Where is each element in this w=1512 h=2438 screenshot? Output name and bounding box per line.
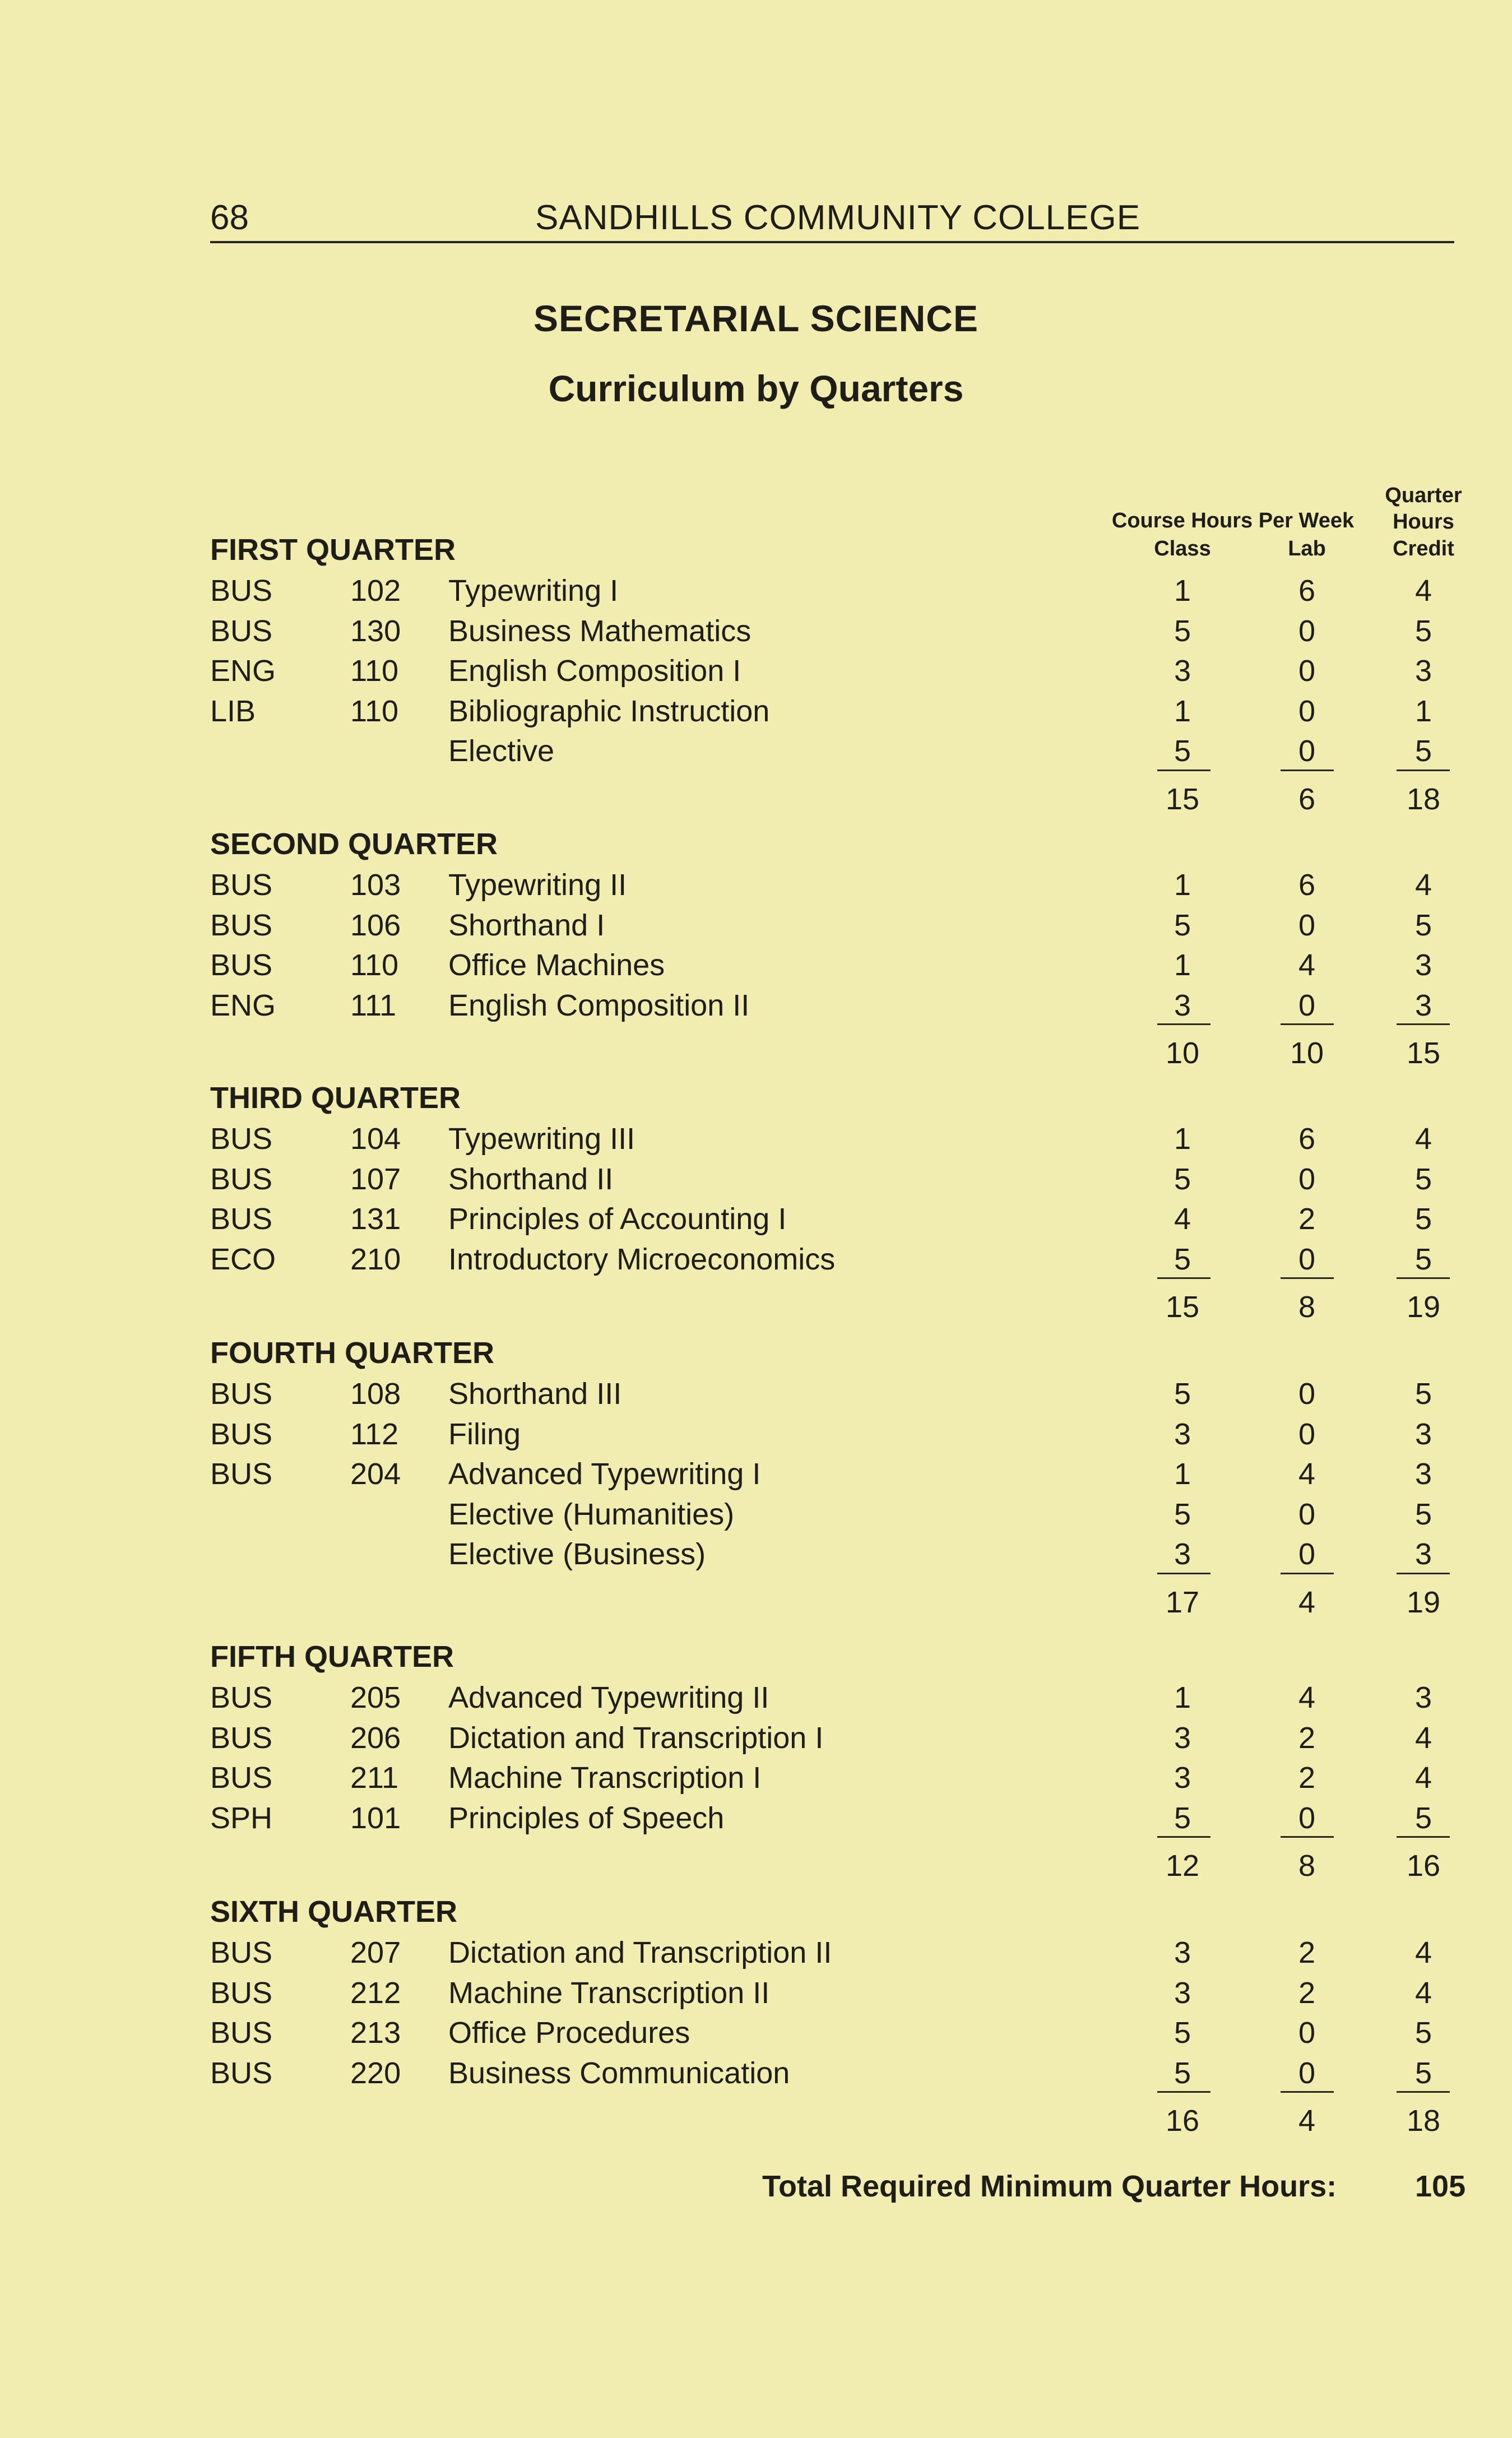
credit-hours: 3 bbox=[1414, 1537, 1432, 1571]
course-row bbox=[0, 1935, 1512, 1974]
course-row bbox=[0, 1121, 1512, 1161]
course-title: Typewriting II bbox=[448, 868, 627, 902]
total-lab-hours: 10 bbox=[1290, 1036, 1324, 1070]
credit-hours: 3 bbox=[1414, 948, 1432, 982]
course-row bbox=[0, 1721, 1512, 1760]
class-hours: 5 bbox=[1174, 2016, 1191, 2050]
total-class-hours: 15 bbox=[1165, 782, 1200, 816]
course-dept: BUS bbox=[210, 868, 273, 902]
class-hours: 5 bbox=[1174, 908, 1191, 942]
total-class-hours: 17 bbox=[1165, 1585, 1200, 1619]
course-number: 212 bbox=[350, 1976, 401, 2010]
course-title: Dictation and Transcription I bbox=[448, 1721, 824, 1755]
course-dept: BUS bbox=[210, 1761, 273, 1795]
course-number: 102 bbox=[350, 574, 401, 608]
class-hours: 1 bbox=[1174, 1681, 1191, 1714]
course-number: 211 bbox=[350, 1761, 399, 1795]
class-hours: 5 bbox=[1174, 1242, 1191, 1276]
class-hours: 1 bbox=[1174, 948, 1191, 982]
course-title: Machine Transcription I bbox=[448, 1761, 762, 1795]
class-hours: 3 bbox=[1174, 654, 1191, 688]
credit-hours: 4 bbox=[1414, 868, 1432, 902]
course-title: Office Machines bbox=[448, 948, 665, 982]
credit-hours: 5 bbox=[1414, 2016, 1432, 2050]
class-header: Class bbox=[1154, 537, 1211, 560]
course-title: English Composition II bbox=[448, 988, 750, 1022]
course-number: 207 bbox=[350, 1936, 401, 1969]
course-title: Shorthand III bbox=[448, 1377, 622, 1411]
course-dept: BUS bbox=[210, 1976, 273, 2010]
lab-hours: 6 bbox=[1298, 868, 1316, 902]
credit-hours: 5 bbox=[1414, 734, 1432, 768]
course-dept: ECO bbox=[210, 1242, 276, 1276]
class-hours: 5 bbox=[1174, 1377, 1191, 1411]
course-dept: ENG bbox=[210, 654, 276, 688]
lab-hours: 6 bbox=[1298, 1122, 1316, 1156]
course-number: 131 bbox=[350, 1202, 401, 1236]
course-title: Office Procedures bbox=[448, 2016, 690, 2050]
course-title: Principles of Speech bbox=[448, 1801, 725, 1835]
credit-hours: 3 bbox=[1414, 1457, 1432, 1491]
credit-hours: 4 bbox=[1414, 574, 1432, 608]
credit-hours: 4 bbox=[1414, 1122, 1432, 1156]
course-number: 130 bbox=[350, 614, 401, 648]
credit-header: Credit bbox=[1393, 537, 1454, 560]
class-hours: 5 bbox=[1174, 1801, 1191, 1835]
lab-hours: 0 bbox=[1298, 1497, 1316, 1531]
class-sum-rule bbox=[1157, 1277, 1210, 1279]
course-title: Bibliographic Instruction bbox=[448, 694, 770, 728]
class-hours: 4 bbox=[1174, 1202, 1191, 1236]
course-dept: BUS bbox=[210, 1936, 273, 1969]
lab-hours: 2 bbox=[1298, 1936, 1316, 1969]
credit-hours: 3 bbox=[1414, 988, 1432, 1022]
credit-sum-rule bbox=[1397, 770, 1450, 771]
course-title: Business Mathematics bbox=[448, 614, 752, 648]
credit-hours: 5 bbox=[1414, 1497, 1432, 1531]
credit-sum-rule bbox=[1397, 1836, 1450, 1838]
course-row bbox=[0, 908, 1512, 947]
quarter-totals-row bbox=[0, 1036, 1512, 1075]
course-number: 110 bbox=[350, 654, 399, 688]
quarter-header: Quarter bbox=[1385, 484, 1462, 507]
quarter-totals-row bbox=[0, 2103, 1512, 2143]
course-row bbox=[0, 1242, 1512, 1281]
credit-sum-rule bbox=[1397, 1277, 1450, 1279]
lab-hours: 0 bbox=[1298, 2056, 1316, 2090]
course-number: 101 bbox=[350, 1801, 401, 1835]
course-row bbox=[0, 1202, 1512, 1241]
course-dept: BUS bbox=[210, 948, 273, 982]
course-dept: BUS bbox=[210, 1122, 273, 1156]
quarter-title: SIXTH QUARTER bbox=[210, 1895, 458, 1929]
lab-hours: 6 bbox=[1298, 574, 1316, 608]
course-title: Typewriting I bbox=[448, 574, 619, 608]
course-row bbox=[0, 1801, 1512, 1840]
class-hours: 1 bbox=[1174, 1122, 1191, 1156]
class-sum-rule bbox=[1157, 1023, 1210, 1025]
credit-sum-rule bbox=[1397, 1573, 1450, 1574]
class-hours: 3 bbox=[1174, 1976, 1191, 2010]
class-hours: 5 bbox=[1174, 1162, 1191, 1196]
page-title: SECRETARIAL SCIENCE bbox=[534, 298, 978, 339]
class-hours: 1 bbox=[1174, 574, 1191, 608]
course-dept: LIB bbox=[210, 694, 256, 728]
class-sum-rule bbox=[1157, 1573, 1210, 1574]
class-hours: 3 bbox=[1174, 1537, 1191, 1571]
credit-sum-rule bbox=[1397, 2091, 1450, 2093]
class-hours: 1 bbox=[1174, 1457, 1191, 1491]
class-hours: 3 bbox=[1174, 1761, 1191, 1795]
credit-hours: 5 bbox=[1414, 2056, 1432, 2090]
lab-sum-rule bbox=[1281, 2091, 1334, 2093]
course-number: 210 bbox=[350, 1242, 401, 1276]
course-number: 107 bbox=[350, 1162, 401, 1196]
credit-hours: 4 bbox=[1414, 1761, 1432, 1795]
course-dept: BUS bbox=[210, 1457, 273, 1491]
class-hours: 5 bbox=[1174, 2056, 1191, 2090]
credit-hours: 5 bbox=[1414, 1801, 1432, 1835]
lab-hours: 2 bbox=[1298, 1976, 1316, 2010]
course-row bbox=[0, 1680, 1512, 1719]
credit-hours: 5 bbox=[1414, 614, 1432, 648]
total-lab-hours: 4 bbox=[1298, 2104, 1316, 2138]
course-hours-header: Course Hours Per Week bbox=[1111, 509, 1355, 532]
quarter-title: THIRD QUARTER bbox=[210, 1081, 461, 1115]
class-sum-rule bbox=[1157, 2091, 1210, 2093]
lab-hours: 0 bbox=[1298, 1377, 1316, 1411]
quarter-totals-row bbox=[0, 1585, 1512, 1624]
quarter-title: FOURTH QUARTER bbox=[210, 1336, 494, 1370]
quarter-title: SECOND QUARTER bbox=[210, 827, 498, 861]
credit-hours: 4 bbox=[1414, 1936, 1432, 1969]
lab-hours: 2 bbox=[1298, 1721, 1316, 1755]
lab-hours: 0 bbox=[1298, 1162, 1316, 1196]
lab-hours: 0 bbox=[1298, 614, 1316, 648]
quarter-totals-row bbox=[0, 1290, 1512, 1329]
course-dept: BUS bbox=[210, 574, 273, 608]
credit-hours: 3 bbox=[1414, 1417, 1432, 1451]
total-class-hours: 10 bbox=[1165, 1036, 1200, 1070]
course-dept: BUS bbox=[210, 1377, 273, 1411]
credit-hours: 3 bbox=[1414, 1681, 1432, 1714]
page-number: 68 bbox=[210, 198, 249, 237]
lab-hours: 0 bbox=[1298, 654, 1316, 688]
class-hours: 5 bbox=[1174, 1497, 1191, 1531]
course-row bbox=[0, 1162, 1512, 1201]
course-title: Business Communication bbox=[448, 2056, 790, 2090]
total-credit-hours: 18 bbox=[1406, 782, 1441, 816]
class-hours: 1 bbox=[1174, 868, 1191, 902]
course-number: 111 bbox=[350, 988, 397, 1022]
credit-hours: 4 bbox=[1414, 1721, 1432, 1755]
course-title: English Composition I bbox=[448, 654, 741, 688]
quarter-totals-row bbox=[0, 1848, 1512, 1888]
credit-hours: 5 bbox=[1414, 1377, 1432, 1411]
course-row bbox=[0, 1497, 1512, 1536]
total-class-hours: 12 bbox=[1165, 1849, 1200, 1883]
total-class-hours: 16 bbox=[1165, 2104, 1200, 2138]
class-sum-rule bbox=[1157, 770, 1210, 771]
class-hours: 5 bbox=[1174, 734, 1191, 768]
lab-sum-rule bbox=[1281, 1573, 1334, 1574]
credit-hours: 1 bbox=[1414, 694, 1432, 728]
lab-hours: 0 bbox=[1298, 2016, 1316, 2050]
course-dept: BUS bbox=[210, 1417, 273, 1451]
class-hours: 5 bbox=[1174, 614, 1191, 648]
course-row bbox=[0, 734, 1512, 773]
lab-hours: 2 bbox=[1298, 1202, 1316, 1236]
credit-hours: 3 bbox=[1414, 654, 1432, 688]
course-number: 108 bbox=[350, 1377, 401, 1411]
credit-hours: 5 bbox=[1414, 1162, 1432, 1196]
course-row bbox=[0, 1417, 1512, 1456]
credit-hours: 4 bbox=[1414, 1976, 1432, 2010]
credit-sum-rule bbox=[1397, 1023, 1450, 1025]
class-hours: 3 bbox=[1174, 1721, 1191, 1755]
course-number: 220 bbox=[350, 2056, 401, 2090]
lab-hours: 4 bbox=[1298, 1681, 1316, 1714]
class-hours: 1 bbox=[1174, 694, 1191, 728]
total-lab-hours: 4 bbox=[1298, 1585, 1316, 1619]
course-number: 110 bbox=[350, 948, 399, 982]
course-row bbox=[0, 868, 1512, 907]
course-dept: BUS bbox=[210, 1202, 273, 1236]
page-header bbox=[210, 185, 1454, 243]
course-number: 104 bbox=[350, 1122, 401, 1156]
course-number: 110 bbox=[350, 694, 399, 728]
course-row bbox=[0, 2015, 1512, 2055]
lab-hours: 0 bbox=[1298, 1801, 1316, 1835]
total-credit-hours: 19 bbox=[1406, 1290, 1441, 1324]
course-title: Introductory Microeconomics bbox=[448, 1242, 836, 1276]
total-value: 105 bbox=[1415, 2170, 1466, 2203]
course-row bbox=[0, 2056, 1512, 2095]
lab-hours: 0 bbox=[1298, 908, 1316, 942]
course-dept: BUS bbox=[210, 614, 273, 648]
course-row bbox=[0, 573, 1512, 613]
course-title: Machine Transcription II bbox=[448, 1976, 770, 2010]
course-row bbox=[0, 694, 1512, 733]
course-number: 106 bbox=[350, 908, 401, 942]
page-subtitle: Curriculum by Quarters bbox=[548, 368, 964, 409]
course-dept: BUS bbox=[210, 1721, 273, 1755]
class-hours: 3 bbox=[1174, 1936, 1191, 1969]
course-dept: BUS bbox=[210, 2016, 273, 2050]
quarter-title: FIFTH QUARTER bbox=[210, 1640, 454, 1674]
course-title: Shorthand I bbox=[448, 908, 605, 942]
quarter-title: FIRST QUARTER bbox=[210, 533, 456, 567]
course-title: Dictation and Transcription II bbox=[448, 1936, 832, 1969]
course-dept: SPH bbox=[210, 1801, 273, 1835]
course-row bbox=[0, 653, 1512, 693]
course-row bbox=[0, 1760, 1512, 1800]
course-number: 205 bbox=[350, 1681, 401, 1714]
total-lab-hours: 8 bbox=[1298, 1290, 1316, 1324]
total-class-hours: 15 bbox=[1165, 1290, 1200, 1324]
total-credit-hours: 19 bbox=[1406, 1585, 1441, 1619]
lab-hours: 0 bbox=[1298, 1537, 1316, 1571]
lab-hours: 0 bbox=[1298, 1242, 1316, 1276]
course-row bbox=[0, 1976, 1512, 2015]
course-dept: BUS bbox=[210, 1162, 273, 1196]
course-title: Advanced Typewriting I bbox=[448, 1457, 761, 1491]
course-title: Shorthand II bbox=[448, 1162, 614, 1196]
hours-header: Hours bbox=[1393, 510, 1454, 534]
lab-sum-rule bbox=[1281, 770, 1334, 771]
course-number: 213 bbox=[350, 2016, 401, 2050]
course-dept: BUS bbox=[210, 908, 273, 942]
course-dept: BUS bbox=[210, 2056, 273, 2090]
lab-hours: 2 bbox=[1298, 1761, 1316, 1795]
credit-hours: 5 bbox=[1414, 1242, 1432, 1276]
course-title: Typewriting III bbox=[448, 1122, 636, 1156]
lab-hours: 0 bbox=[1298, 988, 1316, 1022]
course-title: Advanced Typewriting II bbox=[448, 1681, 769, 1714]
course-title: Elective bbox=[448, 734, 555, 768]
lab-sum-rule bbox=[1281, 1836, 1334, 1838]
class-hours: 3 bbox=[1174, 1417, 1191, 1451]
course-title: Elective (Humanities) bbox=[448, 1497, 735, 1531]
course-title: Principles of Accounting I bbox=[448, 1202, 787, 1236]
college-name: SANDHILLS COMMUNITY COLLEGE bbox=[535, 198, 1141, 237]
course-dept: BUS bbox=[210, 1681, 273, 1714]
lab-hours: 4 bbox=[1298, 948, 1316, 982]
total-credit-hours: 18 bbox=[1406, 2104, 1441, 2138]
course-row bbox=[0, 614, 1512, 653]
lab-hours: 0 bbox=[1298, 1417, 1316, 1451]
lab-header: Lab bbox=[1288, 537, 1326, 560]
class-sum-rule bbox=[1157, 1836, 1210, 1838]
course-row bbox=[0, 1457, 1512, 1496]
course-number: 204 bbox=[350, 1457, 401, 1491]
course-number: 206 bbox=[350, 1721, 401, 1755]
class-hours: 3 bbox=[1174, 988, 1191, 1022]
credit-hours: 5 bbox=[1414, 1202, 1432, 1236]
course-number: 103 bbox=[350, 868, 401, 902]
total-credit-hours: 16 bbox=[1406, 1849, 1441, 1883]
course-row bbox=[0, 948, 1512, 987]
course-number: 112 bbox=[350, 1417, 399, 1451]
total-lab-hours: 6 bbox=[1298, 782, 1316, 816]
lab-hours: 0 bbox=[1298, 694, 1316, 728]
course-dept: ENG bbox=[210, 988, 276, 1022]
total-lab-hours: 8 bbox=[1298, 1849, 1316, 1883]
lab-sum-rule bbox=[1281, 1023, 1334, 1025]
course-row bbox=[0, 1537, 1512, 1576]
lab-hours: 4 bbox=[1298, 1457, 1316, 1491]
total-label: Total Required Minimum Quarter Hours: bbox=[762, 2170, 1337, 2203]
lab-sum-rule bbox=[1281, 1277, 1334, 1279]
quarter-totals-row bbox=[0, 782, 1512, 821]
total-credit-hours: 15 bbox=[1406, 1036, 1441, 1070]
course-row bbox=[0, 1376, 1512, 1416]
course-row bbox=[0, 988, 1512, 1027]
lab-hours: 0 bbox=[1298, 734, 1316, 768]
course-title: Elective (Business) bbox=[448, 1537, 706, 1571]
course-title: Filing bbox=[448, 1417, 521, 1451]
credit-hours: 5 bbox=[1414, 908, 1432, 942]
